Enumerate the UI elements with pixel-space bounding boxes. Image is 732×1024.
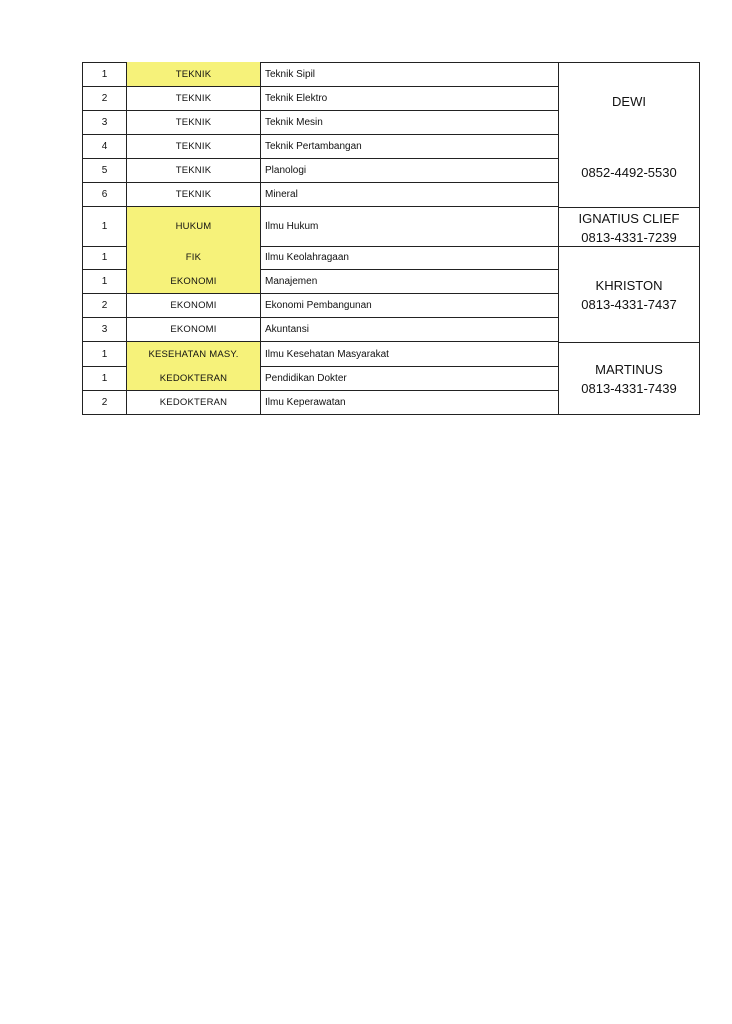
contact-phone: 0813-4331-7437	[581, 297, 677, 312]
row-number: 1	[82, 207, 126, 246]
table-row	[82, 342, 558, 367]
row-number: 6	[82, 182, 126, 206]
row-number: 1	[82, 366, 126, 390]
contact-cell-dewi	[558, 62, 700, 208]
contact-table	[82, 62, 700, 415]
program-cell: Ilmu Keperawatan	[260, 390, 558, 414]
program-cell: Mineral	[260, 182, 558, 206]
faculty-cell: HUKUM	[126, 207, 260, 246]
faculty-cell: TEKNIK	[126, 86, 260, 110]
program-cell: Ilmu Keolahragaan	[260, 246, 558, 269]
table-row	[82, 158, 558, 183]
row-number: 5	[82, 158, 126, 182]
faculty-cell: FIK	[126, 246, 260, 269]
row-number: 2	[82, 390, 126, 414]
faculty-cell: EKONOMI	[126, 269, 260, 293]
faculty-cell: TEKNIK	[126, 182, 260, 206]
table-row	[82, 86, 558, 111]
table-row	[82, 293, 558, 318]
row-number: 1	[82, 269, 126, 293]
faculty-cell: EKONOMI	[126, 293, 260, 317]
faculty-cell: TEKNIK	[126, 134, 260, 158]
faculty-cell: KEDOKTERAN	[126, 366, 260, 390]
row-number: 3	[82, 110, 126, 134]
row-number: 1	[82, 342, 126, 366]
table-row	[82, 62, 558, 87]
contact-cell-khriston	[558, 247, 700, 343]
program-cell: Teknik Sipil	[260, 62, 558, 86]
row-number: 1	[82, 246, 126, 269]
program-cell: Planologi	[260, 158, 558, 182]
table-row	[82, 246, 558, 270]
program-cell: Teknik Mesin	[260, 110, 558, 134]
table-row	[82, 182, 558, 207]
faculty-cell: EKONOMI	[126, 317, 260, 341]
program-cell: Teknik Elektro	[260, 86, 558, 110]
table-row	[82, 207, 558, 247]
program-cell: Ilmu Kesehatan Masyarakat	[260, 342, 558, 366]
contact-name: KHRISTON	[595, 278, 663, 293]
faculty-cell: TEKNIK	[126, 158, 260, 182]
table-row	[82, 366, 558, 391]
program-cell: Ekonomi Pembangunan	[260, 293, 558, 317]
program-cell: Ilmu Hukum	[260, 207, 558, 246]
faculty-cell: TEKNIK	[126, 110, 260, 134]
row-number: 4	[82, 134, 126, 158]
contact-phone: 0852-4492-5530	[581, 165, 677, 180]
contact-cell-martinus	[558, 343, 700, 415]
table-row	[82, 269, 558, 294]
program-cell: Teknik Pertambangan	[260, 134, 558, 158]
row-number: 1	[82, 62, 126, 86]
row-number: 3	[82, 317, 126, 341]
contact-name: MARTINUS	[595, 362, 663, 377]
row-number: 2	[82, 86, 126, 110]
program-cell: Pendidikan Dokter	[260, 366, 558, 390]
contact-phone: 0813-4331-7439	[581, 381, 677, 396]
program-cell: Akuntansi	[260, 317, 558, 341]
program-cell: Manajemen	[260, 269, 558, 293]
table-row	[82, 390, 558, 415]
contact-name: IGNATIUS CLIEF	[578, 211, 680, 226]
faculty-cell: TEKNIK	[126, 62, 260, 86]
contact-name: DEWI	[612, 94, 646, 109]
row-number: 2	[82, 293, 126, 317]
table-row	[82, 110, 558, 135]
table-row	[82, 134, 558, 159]
table-row	[82, 317, 558, 342]
faculty-cell: KEDOKTERAN	[126, 390, 260, 414]
contact-phone: 0813-4331-7239	[581, 230, 677, 245]
contact-cell-ignatius	[558, 208, 700, 247]
faculty-cell: KESEHATAN MASY.	[126, 342, 260, 366]
